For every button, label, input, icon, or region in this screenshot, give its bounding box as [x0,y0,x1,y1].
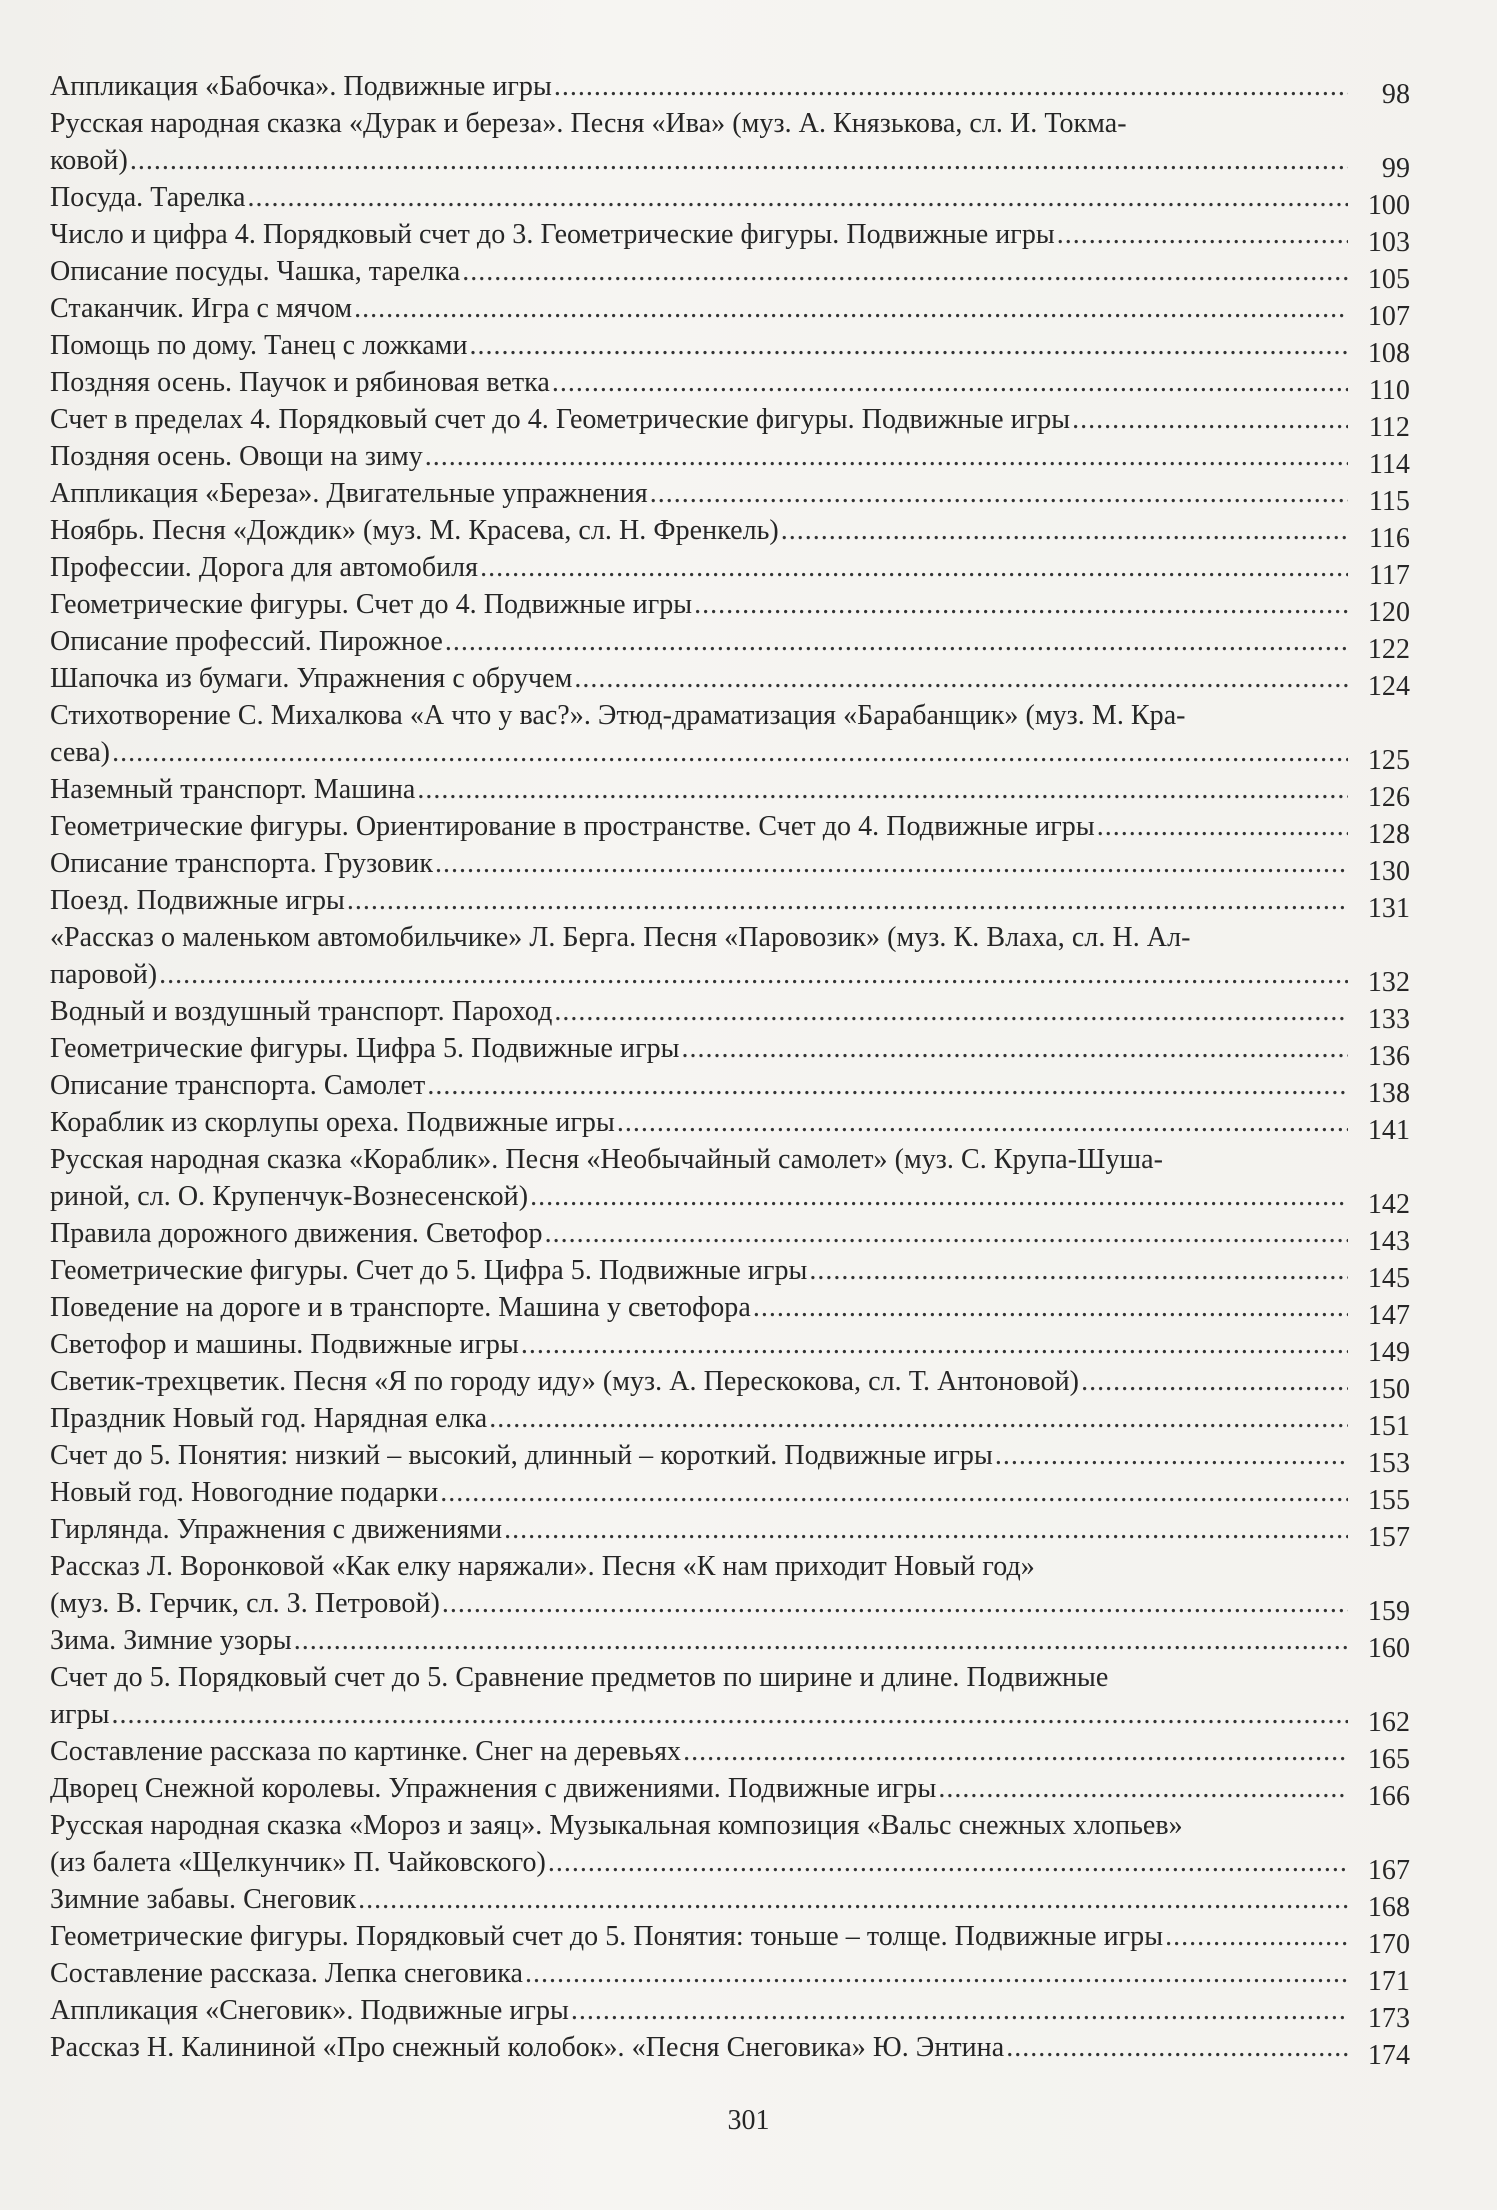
toc-entry-title-line: паровой) [50,959,158,990]
toc-entry-page-number: 117 [1368,560,1410,591]
toc-entry-title-line: Стаканчик. Игра с мячом [50,293,353,324]
toc-entry-title-line: «Рассказ о маленьком автомобильчике» Л. Берга. Песня «Паровозик» (муз. К. Влаха, сл. Н. Ал- [50,922,1191,953]
toc-entry-last-line [50,1844,1410,1886]
dot-leader [112,734,1348,771]
toc-entry-page-number: 143 [1367,1226,1410,1257]
toc-entry-last-line [50,734,1410,776]
toc-entry-last-line [50,364,1410,406]
toc-entry-page-number: 149 [1367,1337,1410,1368]
toc-entry-title-line: Ноябрь. Песня «Дождик» (муз. М. Красева, сл. Н. Френкель) [50,515,779,546]
toc-entry-title-line: Поздняя осень. Паучок и рябиновая ветка [50,367,550,398]
toc-entry [50,993,1410,1035]
toc-entry-last-line [50,623,1410,665]
toc-entry [50,1511,1410,1553]
toc-entry-last-line [50,1363,1410,1405]
toc-entry-page-number: 141 [1367,1115,1410,1146]
toc-entry-title-line: Описание посуды. Чашка, тарелка [50,256,461,287]
toc-entry [50,623,1410,665]
toc-entry-last-line [50,253,1410,295]
toc-entry-title-line: Посуда. Тарелка [50,182,246,213]
toc-entry-last-line [50,771,1410,813]
toc-entry-page-number: 159 [1367,1596,1410,1627]
dot-leader [781,512,1348,549]
toc-entry-page-number: 103 [1367,227,1410,258]
toc-entry-last-line [50,1770,1410,1812]
toc-entry-last-line [50,1252,1410,1294]
dot-leader [417,771,1348,808]
toc-entry-last-line [50,512,1410,554]
toc-entry-page-number: 157 [1367,1522,1410,1553]
dot-leader [425,438,1348,475]
table-of-contents [50,68,1410,2071]
page-number: 301 [727,2105,770,2136]
toc-entry-title-line: Гирлянда. Упражнения с движениями [50,1514,503,1545]
toc-entry-last-line [50,1215,1410,1257]
toc-entry [50,882,1410,924]
toc-entry-last-line [50,438,1410,480]
toc-entry [50,1955,1410,1997]
dot-leader [571,1992,1348,2029]
toc-entry [50,216,1410,258]
toc-entry [50,1141,1410,1220]
toc-entry [50,1659,1410,1738]
toc-entry-title-line: Русская народная сказка «Дурак и береза». Песня «Ива» (муз. А. Князькова, сл. И. Токма- [50,108,1127,139]
toc-entry-last-line [50,1622,1410,1664]
toc-entry-last-line [50,68,1410,110]
toc-entry-title-line: (муз. В. Герчик, сл. З. Петровой) [50,1588,440,1619]
dot-leader [1057,216,1348,253]
toc-entry-title-line: Описание транспорта. Грузовик [50,848,434,879]
toc-entry-last-line [50,660,1410,702]
dot-leader [650,475,1348,512]
toc-entry-title-line: Поезд. Подвижные игры [50,885,345,916]
toc-entry-page-number: 133 [1367,1004,1410,1035]
toc-entry-page-number: 116 [1368,523,1410,554]
toc-entry-page-number: 170 [1367,1929,1410,1960]
toc-entry [50,1215,1410,1257]
toc-entry-title-line: Рассказ Н. Калининой «Про снежный колобок». «Песня Снеговика» Ю. Энтина [50,2032,1005,2063]
toc-entry [50,1067,1410,1109]
toc-entry-title-line: Кораблик из скорлупы ореха. Подвижные игры [50,1107,615,1138]
toc-entry-page-number: 128 [1367,819,1410,850]
toc-entry [50,401,1410,443]
toc-entry-title-line: сева) [50,737,111,768]
toc-entry [50,1252,1410,1294]
toc-entry [50,1104,1410,1146]
toc-entry-title-line: Наземный транспорт. Машина [50,774,416,805]
toc-entry-title-line: Аппликация «Бабочка». Подвижные игры [50,71,552,102]
toc-entry-title-line: Водный и воздушный транспорт. Пароход [50,996,553,1027]
toc-entry [50,1992,1410,2034]
toc-entry [50,179,1410,221]
toc-entry-title-line: Новый год. Новогодние подарки [50,1477,439,1508]
toc-entry-title-line: Рассказ Л. Воронковой «Как елку наряжали». Песня «К нам приходит Новый год» [50,1551,1035,1582]
toc-entry-page-number: 112 [1368,412,1410,443]
toc-entry-page-number: 105 [1367,264,1410,295]
toc-entry-page-number: 131 [1367,893,1410,924]
toc-entry-title-line: Праздник Новый год. Нарядная елка [50,1403,488,1434]
toc-entry-title-line: Описание профессий. Пирожное [50,626,443,657]
toc-entry-page-number: 132 [1367,967,1410,998]
toc-entry-title-line: Счет до 5. Порядковый счет до 5. Сравнение предметов по ширине и длине. Подвижные [50,1662,1109,1693]
dot-leader [554,68,1348,105]
toc-entry [50,1881,1410,1923]
toc-entry [50,1363,1410,1405]
toc-entry-last-line [50,1733,1410,1775]
dot-leader [683,1733,1348,1770]
toc-entry [50,1622,1410,1664]
toc-entry-page-number: 138 [1367,1078,1410,1109]
dot-leader [545,1215,1348,1252]
toc-entry-last-line [50,1030,1410,1072]
toc-entry [50,697,1410,776]
toc-entry-page-number: 168 [1367,1892,1410,1923]
dot-leader [111,1696,1348,1733]
toc-entry-last-line [50,882,1410,924]
toc-entry-page-number: 165 [1367,1744,1410,1775]
toc-entry [50,1548,1410,1627]
toc-entry-title-line: Светик-трехцветик. Песня «Я по городу иду» (муз. А. Перескокова, сл. Т. Антоновой) [50,1366,1080,1397]
toc-entry-title-line: Правила дорожного движения. Светофор [50,1218,543,1249]
toc-entry [50,512,1410,554]
toc-entry-page-number: 98 [1381,79,1410,110]
toc-entry-title-line: Аппликация «Снеговик». Подвижные игры [50,1995,569,2026]
toc-entry [50,1030,1410,1072]
toc-entry-last-line [50,216,1410,258]
toc-entry-page-number: 120 [1367,597,1410,628]
toc-entry-last-line [50,327,1410,369]
dot-leader [440,1474,1348,1511]
toc-entry-page-number: 162 [1367,1707,1410,1738]
dot-leader [682,1030,1348,1067]
toc-entry-title-line: Стихотворение С. Михалкова «А что у вас?». Этюд-драматизация «Барабанщик» (муз. М. Кра- [50,700,1186,731]
toc-entry-last-line [50,475,1410,517]
toc-entry-last-line [50,956,1410,998]
dot-leader [521,1326,1348,1363]
toc-entry [50,1400,1410,1442]
toc-entry-page-number: 167 [1367,1855,1410,1886]
toc-entry-title-line: Шапочка из бумаги. Упражнения с обручем [50,663,573,694]
toc-entry-page-number: 136 [1367,1041,1410,1072]
toc-entry [50,1289,1410,1331]
toc-entry-page-number: 110 [1368,375,1410,406]
toc-entry [50,586,1410,628]
dot-leader [574,660,1348,697]
dot-leader [617,1104,1348,1141]
toc-entry-last-line [50,1437,1410,1479]
toc-entry-last-line [50,1178,1410,1220]
toc-entry-title-line: Счет в пределах 4. Порядковый счет до 4. Геометрические фигуры. Подвижные игры [50,404,1071,435]
toc-entry [50,105,1410,184]
toc-entry [50,327,1410,369]
toc-entry-title-line: Поведение на дороге и в транспорте. Машина у светофора [50,1292,751,1323]
toc-entry-last-line [50,1511,1410,1553]
dot-leader [1097,808,1348,845]
toc-entry [50,364,1410,406]
toc-entry-last-line [50,1326,1410,1368]
toc-entry [50,1770,1410,1812]
toc-entry-title-line: Зима. Зимние узоры [50,1625,292,1656]
toc-entry-title-line: Помощь по дому. Танец с ложками [50,330,468,361]
toc-entry-page-number: 150 [1367,1374,1410,1405]
toc-entry-last-line [50,1585,1410,1627]
toc-entry-last-line [50,1067,1410,1109]
toc-entry [50,808,1410,850]
toc-entry-page-number: 173 [1367,2003,1410,2034]
dot-leader [938,1770,1348,1807]
toc-entry-last-line [50,1474,1410,1516]
toc-entry [50,68,1410,110]
toc-entry-page-number: 174 [1367,2040,1410,2071]
dot-leader [445,623,1348,660]
toc-entry-title-line: Светофор и машины. Подвижные игры [50,1329,519,1360]
toc-entry-title-line: Русская народная сказка «Кораблик». Песня «Необычайный самолет» (муз. С. Крупа-Шуша- [50,1144,1163,1175]
toc-entry [50,845,1410,887]
dot-leader [427,1067,1348,1104]
dot-leader [552,364,1348,401]
dot-leader [1072,401,1348,438]
dot-leader [995,1437,1348,1474]
toc-entry-last-line [50,1881,1410,1923]
toc-entry [50,1733,1410,1775]
toc-entry-title-line: Описание транспорта. Самолет [50,1070,426,1101]
dot-leader [489,1400,1348,1437]
toc-entry-last-line [50,993,1410,1035]
toc-entry-page-number: 125 [1367,745,1410,776]
toc-entry [50,1326,1410,1368]
dot-leader [1165,1918,1348,1955]
toc-entry-page-number: 122 [1367,634,1410,665]
toc-entry-title-line: Зимние забавы. Снеговик [50,1884,357,1915]
dot-leader [442,1585,1348,1622]
toc-entry-title-line: игры [50,1699,110,1730]
toc-entry-title-line: Аппликация «Береза». Двигательные упражнения [50,478,648,509]
toc-entry-title-line: Геометрические фигуры. Цифра 5. Подвижные игры [50,1033,680,1064]
toc-entry [50,290,1410,332]
toc-entry-page-number: 124 [1367,671,1410,702]
toc-entry-title-line: Дворец Снежной королевы. Упражнения с движениями. Подвижные игры [50,1773,937,1804]
toc-entry-last-line [50,179,1410,221]
dot-leader [462,253,1348,290]
dot-leader [548,1844,1348,1881]
dot-leader [470,327,1349,364]
dot-leader [753,1289,1348,1326]
toc-entry-title-line: (из балета «Щелкунчик» П. Чайковского) [50,1847,546,1878]
toc-entry-last-line [50,845,1410,887]
toc-entry-title-line: Число и цифра 4. Порядковый счет до 3. Геометрические фигуры. Подвижные игры [50,219,1055,250]
dot-leader [1006,2029,1348,2066]
toc-entry [50,549,1410,591]
dot-leader [294,1622,1348,1659]
toc-entry [50,919,1410,998]
toc-entry-title-line: Профессии. Дорога для автомобиля [50,552,479,583]
toc-entry [50,438,1410,480]
toc-entry-last-line [50,549,1410,591]
toc-entry-title-line: Поздняя осень. Овощи на зиму [50,441,423,472]
dot-leader [694,586,1348,623]
toc-entry [50,1474,1410,1516]
toc-entry-last-line [50,586,1410,628]
toc-entry-last-line [50,1918,1410,1960]
dot-leader [247,179,1348,216]
toc-entry-page-number: 114 [1368,449,1410,480]
toc-entry-last-line [50,401,1410,443]
toc-entry-title-line: Геометрические фигуры. Ориентирование в пространстве. Счет до 4. Подвижные игры [50,811,1095,842]
toc-entry [50,1807,1410,1886]
toc-entry-page-number: 107 [1367,301,1410,332]
dot-leader [347,882,1348,919]
toc-entry-page-number: 153 [1367,1448,1410,1479]
toc-entry-last-line [50,1992,1410,2034]
toc-entry [50,1437,1410,1479]
toc-entry-last-line [50,2029,1410,2071]
toc-entry [50,1918,1410,1960]
dot-leader [1081,1363,1348,1400]
toc-entry-page-number: 142 [1367,1189,1410,1220]
toc-entry [50,771,1410,813]
dot-leader [809,1252,1348,1289]
toc-entry-last-line [50,142,1410,184]
dot-leader [525,1955,1348,1992]
toc-entry [50,2029,1410,2071]
dot-leader [504,1511,1348,1548]
toc-entry-page-number: 160 [1367,1633,1410,1664]
dot-leader [435,845,1348,882]
toc-entry-page-number: 145 [1367,1263,1410,1294]
toc-entry-title-line: Геометрические фигуры. Порядковый счет до 5. Понятия: тоньше – толще. Подвижные игры [50,1921,1164,1952]
toc-entry-title-line: риной, сл. О. Крупенчук-Вознесенской) [50,1181,529,1212]
toc-entry-last-line [50,1696,1410,1738]
toc-entry-title-line: Геометрические фигуры. Счет до 4. Подвижные игры [50,589,693,620]
toc-entry-page-number: 171 [1367,1966,1410,1997]
toc-entry-title-line: Составление рассказа по картинке. Снег на деревьях [50,1736,682,1767]
dot-leader [159,956,1348,993]
toc-entry-page-number: 155 [1367,1485,1410,1516]
dot-leader [130,142,1348,179]
toc-entry-title-line: Составление рассказа. Лепка снеговика [50,1958,523,1989]
toc-entry-page-number: 126 [1367,782,1410,813]
toc-entry-page-number: 130 [1367,856,1410,887]
toc-entry-page-number: 100 [1367,190,1410,221]
toc-entry-page-number: 99 [1381,153,1410,184]
toc-entry-page-number: 115 [1368,486,1410,517]
toc-entry-last-line [50,1104,1410,1146]
dot-leader [480,549,1348,586]
toc-entry-last-line [50,1289,1410,1331]
dot-leader [354,290,1348,327]
dot-leader [554,993,1348,1030]
toc-entry [50,475,1410,517]
toc-entry-last-line [50,1400,1410,1442]
toc-entry-last-line [50,1955,1410,1997]
toc-entry-page-number: 151 [1367,1411,1410,1442]
toc-entry-page-number: 147 [1367,1300,1410,1331]
toc-entry-title-line: ковой) [50,145,128,176]
toc-entry-last-line [50,808,1410,850]
toc-entry-page-number: 108 [1367,338,1410,369]
toc-entry [50,660,1410,702]
dot-leader [358,1881,1348,1918]
dot-leader [530,1178,1348,1215]
toc-entry-title-line: Русская народная сказка «Мороз и заяц». Музыкальная композиция «Вальс снежных хлопьев» [50,1810,1183,1841]
toc-entry-title-line: Счет до 5. Понятия: низкий – высокий, длинный – короткий. Подвижные игры [50,1440,993,1471]
toc-entry-title-line: Геометрические фигуры. Счет до 5. Цифра 5. Подвижные игры [50,1255,808,1286]
toc-entry-page-number: 166 [1367,1781,1410,1812]
toc-entry [50,253,1410,295]
toc-entry-last-line [50,290,1410,332]
